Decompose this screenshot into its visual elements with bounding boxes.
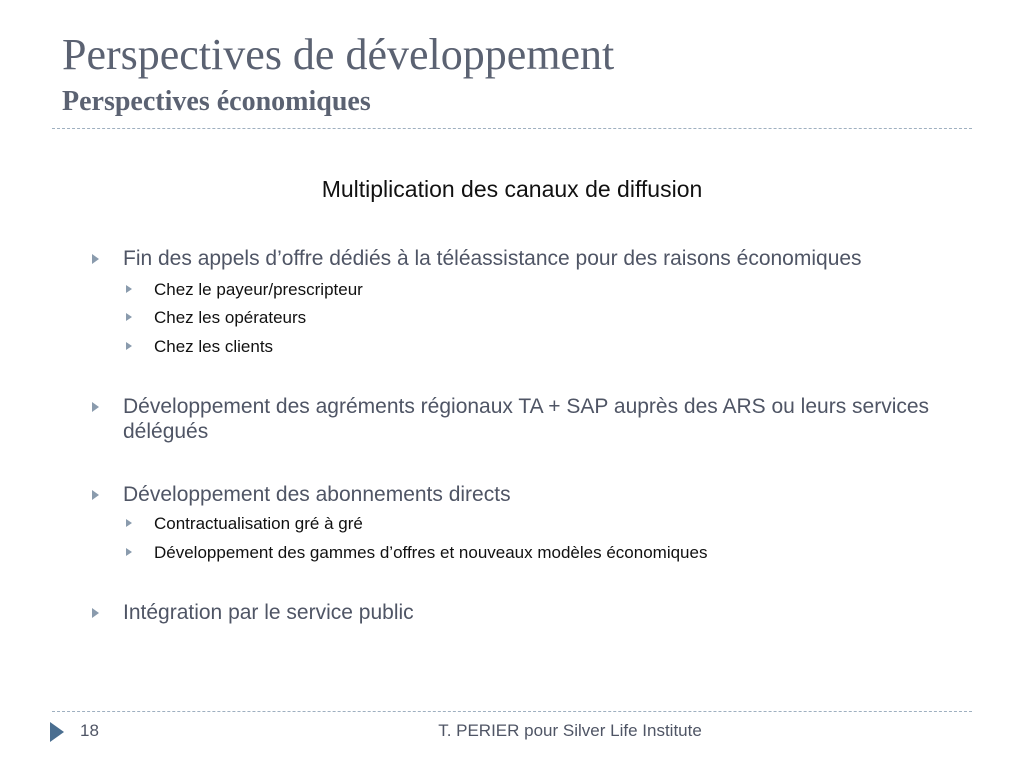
bullet-text: Développement des abonnements directs bbox=[123, 483, 511, 506]
sub-bullet-text: Chez les clients bbox=[154, 337, 274, 356]
bullet-item bbox=[92, 246, 942, 271]
sub-bullet-item bbox=[126, 542, 926, 564]
bullet-text: Fin des appels d’offre dédiés à la téléassistance pour des raisons économiques bbox=[123, 247, 862, 270]
bullet-text: Intégration par le service public bbox=[123, 601, 414, 624]
bullet-item bbox=[92, 394, 942, 444]
footer-divider bbox=[52, 711, 972, 712]
sub-bullet-arrow-icon bbox=[126, 342, 132, 350]
bullet-text: Développement des agréments régionaux TA + SAP auprès des ARS ou leurs services délégués bbox=[123, 395, 930, 443]
slide-title: Perspectives de développement bbox=[62, 30, 615, 79]
sub-bullet-text: Développement des gammes d’offres et nouveaux modèles économiques bbox=[154, 543, 708, 562]
sub-bullet-item bbox=[126, 336, 926, 358]
bullet-item bbox=[92, 482, 942, 507]
sub-bullet-item bbox=[126, 279, 926, 301]
header-divider bbox=[52, 128, 972, 129]
sub-bullet-item bbox=[126, 307, 926, 329]
sub-bullet-item bbox=[126, 513, 926, 535]
bullet-item bbox=[92, 600, 942, 625]
bullet-arrow-icon bbox=[92, 402, 99, 412]
bullet-arrow-icon bbox=[92, 254, 99, 264]
sub-bullet-arrow-icon bbox=[126, 313, 132, 321]
sub-bullet-arrow-icon bbox=[126, 285, 132, 293]
page-number: 18 bbox=[80, 721, 99, 740]
sub-bullet-arrow-icon bbox=[126, 519, 132, 527]
footer-credit: T. PERIER pour Silver Life Institute bbox=[438, 721, 702, 740]
sub-bullet-text: Contractualisation gré à gré bbox=[154, 514, 363, 533]
slide-subtitle: Perspectives économiques bbox=[62, 86, 371, 117]
sub-bullet-text: Chez le payeur/prescripteur bbox=[154, 280, 363, 299]
bullet-arrow-icon bbox=[92, 490, 99, 500]
play-arrow-icon bbox=[50, 722, 64, 742]
sub-bullet-text: Chez les opérateurs bbox=[154, 308, 307, 327]
sub-bullet-arrow-icon bbox=[126, 548, 132, 556]
content-heading: Multiplication des canaux de diffusion bbox=[321, 176, 703, 202]
bullet-arrow-icon bbox=[92, 608, 99, 618]
